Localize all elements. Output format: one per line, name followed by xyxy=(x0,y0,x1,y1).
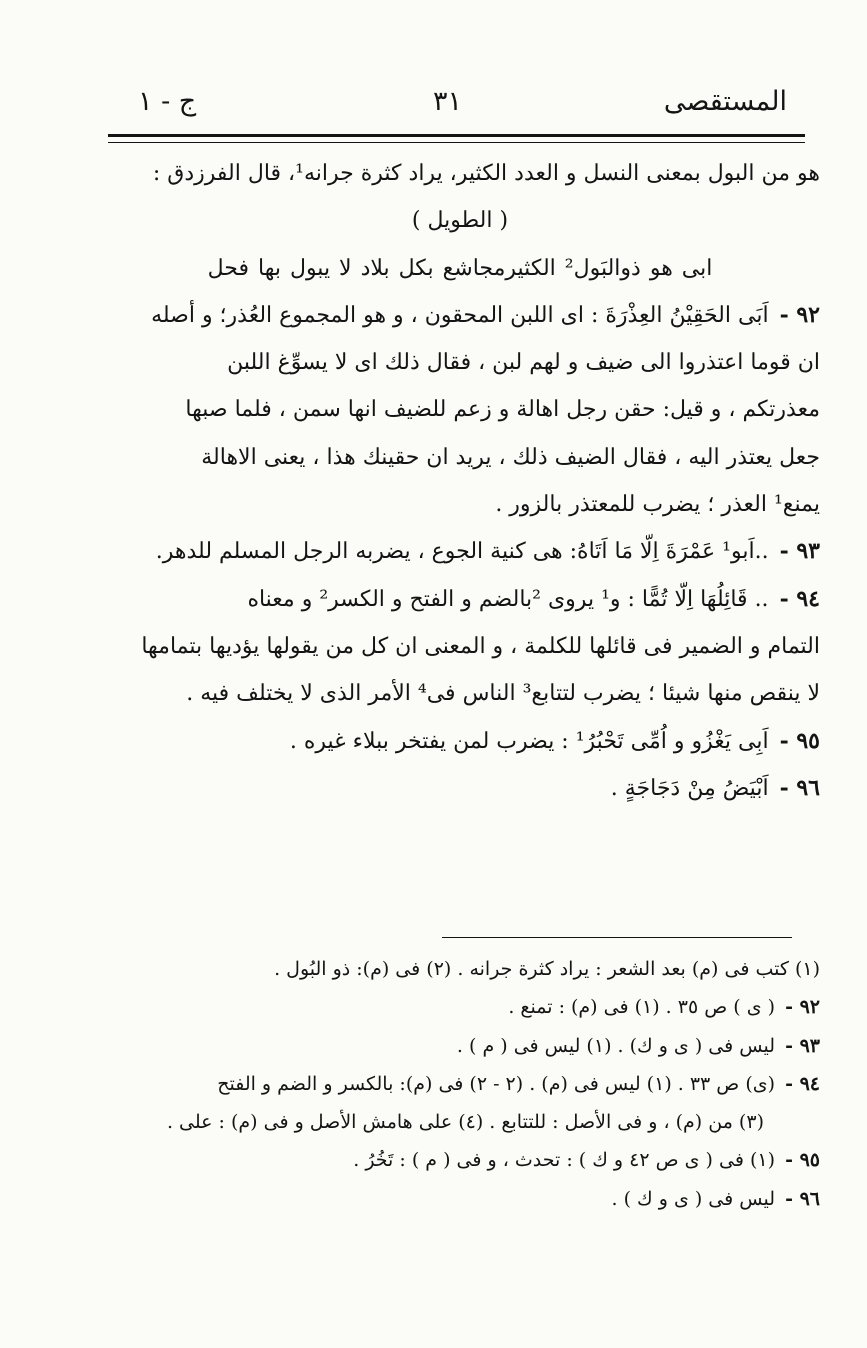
text-line xyxy=(100,197,820,244)
text-line xyxy=(100,339,820,386)
line-text: لا ينقص منها شيئا ؛ يضرب لتتابع³ الناس فى⁴ الأمر الذى لا يختلف فيه . xyxy=(186,681,820,707)
text-line xyxy=(100,434,820,481)
entry-number: ٩٢ - xyxy=(785,996,820,1019)
entry-number: ٩٥ - xyxy=(779,727,820,754)
line-text: .. قَائِلُهَا اِلّا تُمًّا : و¹ يروى ²بالضم و الفتح و الكسر² و معناه xyxy=(247,586,769,612)
line-text: (١) كتب فى (م) بعد الشعر : يراد كثرة جرانه . (٢) فى (م): ذو البُول . xyxy=(274,958,820,980)
entry-number: ٩٢ - xyxy=(779,301,820,328)
text-line xyxy=(100,765,820,812)
footnote-separator xyxy=(442,937,792,938)
entry-number: ٩٤ - xyxy=(779,585,820,612)
line-text: التمام و الضمير فى قائلها للكلمة ، و المعنى ان كل من يقولها يؤديها بتمامها xyxy=(141,633,820,659)
entry-number: ٩٣ - xyxy=(779,538,820,565)
line-text: ليس فى ( ى و ك ) . xyxy=(611,1187,776,1210)
footnote-line xyxy=(100,1027,820,1065)
footnote-line xyxy=(100,1065,820,1103)
entry-number: ٩٦ - xyxy=(785,1187,820,1210)
line-text: جعل يعتذر اليه ، فقال الضيف ذلك ، يريد ان حقينك هذا ، يعنى الاهالة xyxy=(201,444,820,470)
header-rule-thick xyxy=(108,134,805,137)
line-text: اَبِى يَغْزُو و اُمِّى تَحْبُرُ¹ : يضرب لمن يفتخر ببلاء غيره . xyxy=(289,728,769,754)
text-line xyxy=(100,576,820,623)
page-number: ٣١ xyxy=(432,86,463,117)
book-title: المستقصى xyxy=(663,86,787,117)
text-line xyxy=(100,623,820,670)
text-line xyxy=(100,386,820,433)
footnote-line xyxy=(100,1180,820,1218)
line-text: هو من البول بمعنى النسل و العدد الكثير، يراد كثرة جرانه¹، قال الفرزدق : xyxy=(152,161,820,186)
text-line xyxy=(100,150,820,197)
entry-number: ٩٦ - xyxy=(779,774,820,801)
line-text: (١) فى ( ى ص ٤٢ و ك ) : تحدث ، و فى ( م ) : تَخُرُ . xyxy=(353,1149,776,1172)
line-text: ابى هو ذوالبَول² الكثيرمجاشع بكل بلاد لا يبول بها فحل xyxy=(207,255,713,281)
entry-number: ٩٣ - xyxy=(785,1034,820,1057)
text-line xyxy=(100,481,820,528)
text-line xyxy=(100,528,820,575)
line-text: (ى) ص ٣٣ . (١) ليس فى (م) . (٢ - ٢) فى (م): بالكسر و الضم و الفتح xyxy=(217,1072,776,1095)
page-header xyxy=(108,82,787,130)
footnote-line xyxy=(100,1103,820,1141)
line-text: (٣) من (م) ، و فى الأصل : للتتابع . (٤) على هامش الأصل و فى (م) : على . xyxy=(166,1111,764,1134)
line-text: اَبْيَضُ مِنْ دَجَاجَةٍ . xyxy=(610,775,769,801)
text-line xyxy=(100,670,820,717)
text-line xyxy=(100,292,820,339)
line-text: معذرتكم ، و قيل: حقن رجل اهالة و زعم للضيف انها سمن ، فلما صبها xyxy=(185,397,820,423)
footnote-line xyxy=(100,1141,820,1179)
line-text: اَبَى الحَقِيْنُ العِذْرَةَ : اى اللبن المحقون ، و هو المجموع العُذر؛ و أصله xyxy=(151,302,769,328)
entry-number: ٩٥ - xyxy=(785,1149,820,1172)
line-text: ( ى ) ص ٣٥ . (١) فى (م) : تمنع . xyxy=(508,996,776,1019)
line-text: ان قوما اعتذروا الى ضيف و لهم لبن ، فقال ذلك اى لا يسوِّغ اللبن xyxy=(227,350,820,376)
text-line xyxy=(100,245,820,292)
footnote-line xyxy=(100,988,820,1026)
entry-number: ٩٤ - xyxy=(785,1072,820,1095)
header-rule-thin xyxy=(108,142,805,143)
line-text: يمنع¹ العذر ؛ يضرب للمعتذر بالزور . xyxy=(495,492,820,518)
footnote-line xyxy=(100,950,820,988)
text-line xyxy=(100,718,820,765)
line-text: ليس فى ( ى و ك) . (١) ليس فى ( م ) . xyxy=(456,1034,776,1057)
line-text: ( الطويل ) xyxy=(411,208,509,234)
footnotes xyxy=(100,950,820,1218)
volume-label: ج - ١ xyxy=(138,86,197,117)
line-text: ..اَبو¹ عَمْرَةَ اِلّا مَا اَتَاهُ: هى كنية الجوع ، يضربه الرجل المسلم للدهر. xyxy=(155,539,769,565)
main-text xyxy=(100,150,820,812)
